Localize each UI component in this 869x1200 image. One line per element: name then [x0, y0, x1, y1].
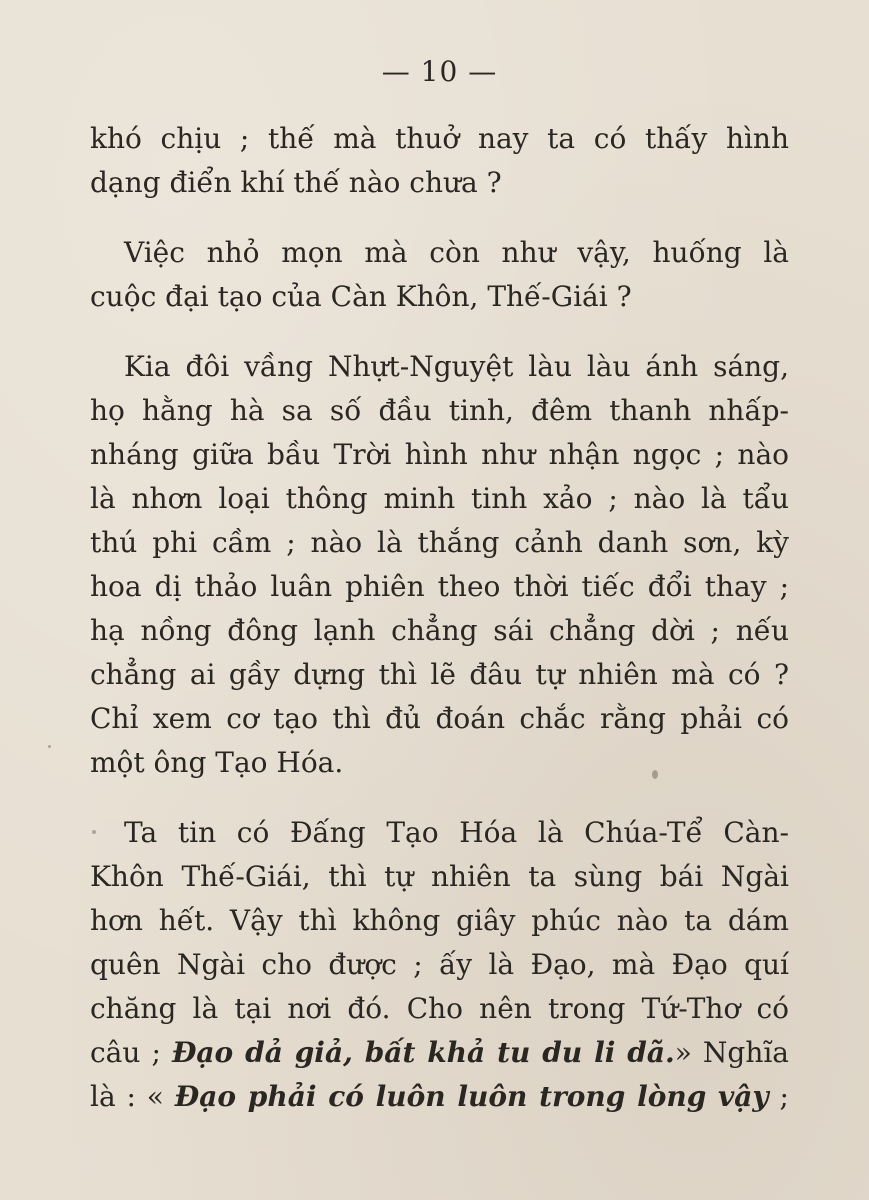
- quote-italic: Đạo phải có luôn luôn trong lòng vậy: [174, 1080, 769, 1113]
- text-line: Chỉ xem cơ tạo thì đủ đoán chắc rằng phải có: [90, 702, 789, 735]
- text-line-quote-1: [90, 1031, 789, 1075]
- text-line: một ông Tạo Hóa.: [90, 746, 344, 779]
- text-line: nháng giữa bầu Trời hình như nhận ngọc ; nào: [90, 438, 789, 471]
- text-line: thú phi cầm ; nào là thắng cảnh danh sơn, kỳ: [90, 526, 789, 559]
- text-line: họ hằng hà sa số đầu tinh, đêm thanh nhấp-: [90, 394, 789, 427]
- quote-suffix: » Nghĩa: [674, 1036, 789, 1069]
- paragraph-4: [90, 811, 789, 1119]
- quote-prefix: là : «: [90, 1080, 175, 1113]
- paper-speck: [92, 830, 96, 834]
- text-line: hạ nồng đông lạnh chẳng sái chẳng dời ; nếu: [90, 614, 789, 647]
- text-line: dạng điển khí thế nào chưa ?: [90, 166, 502, 199]
- text-line: chăng là tại nơi đó. Cho nên trong Tứ-Thơ có: [90, 992, 789, 1025]
- page-number: — 10 —: [381, 55, 498, 88]
- text-line: khó chịu ; thế mà thuở nay ta có thấy hình: [90, 122, 789, 155]
- text-line: quên Ngài cho được ; ấy là Đạo, mà Đạo quí: [90, 948, 789, 981]
- text-line-quote-2: [90, 1075, 789, 1119]
- paragraph-1: [90, 117, 789, 205]
- text-line: là nhơn loại thông minh tinh xảo ; nào là tẩu: [90, 482, 789, 515]
- quote-prefix: câu ;: [90, 1036, 172, 1069]
- text-line: Khôn Thế-Giái, thì tự nhiên ta sùng bái Ngài: [90, 860, 789, 893]
- text-line: Việc nhỏ mọn mà còn như vậy, huống là: [124, 236, 789, 269]
- text-line: Ta tin có Đấng Tạo Hóa là Chúa-Tể Càn-: [124, 816, 789, 849]
- paragraph-3: [90, 345, 789, 785]
- quote-suffix: ;: [768, 1080, 789, 1113]
- paper-speck: [652, 770, 658, 779]
- text-line: hơn hết. Vậy thì không giây phúc nào ta dám: [90, 904, 789, 937]
- quote-italic: Đạo dả giả, bất khả tu du li dã.: [171, 1036, 675, 1069]
- paragraph-2: [90, 231, 789, 319]
- text-line: hoa dị thảo luân phiên theo thời tiếc đổi thay ;: [90, 570, 789, 603]
- text-line: cuộc đại tạo của Càn Khôn, Thế-Giái ?: [90, 280, 632, 313]
- paper-speck: [48, 745, 51, 748]
- text-line: Kia đôi vầng Nhựt-Nguyệt làu làu ánh sáng,: [124, 350, 789, 383]
- text-line: chẳng ai gầy dựng thì lẽ đâu tự nhiên mà có ?: [90, 658, 789, 691]
